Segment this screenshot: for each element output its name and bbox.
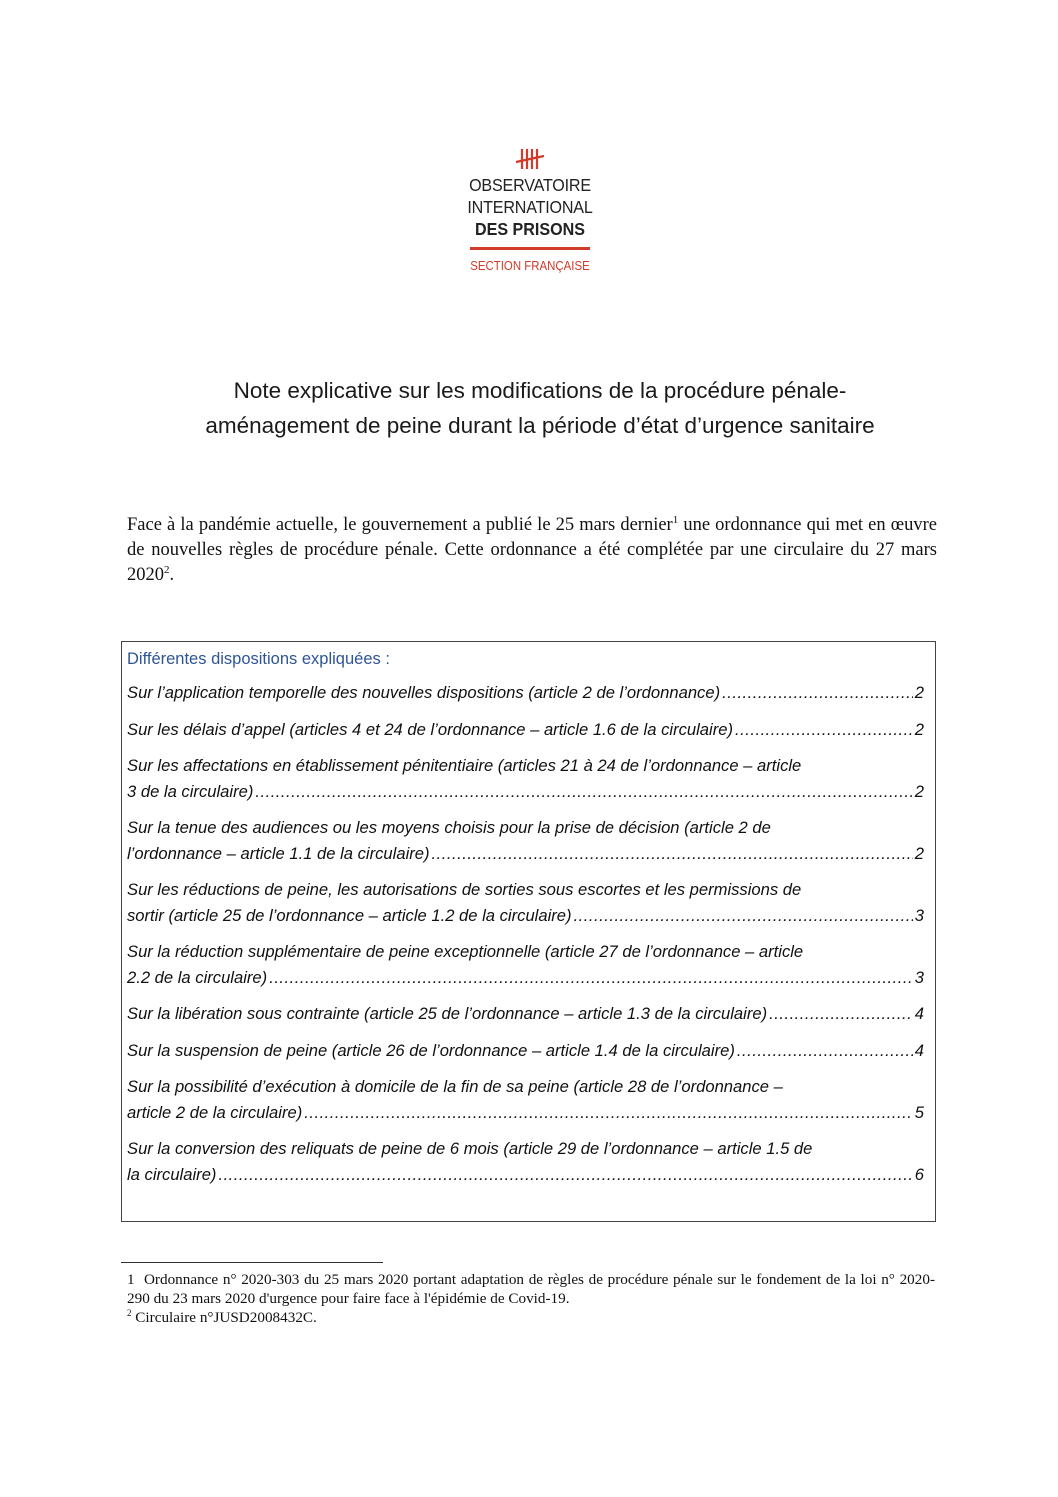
- toc-page-number: 2: [914, 683, 924, 702]
- toc-entry-line: [127, 965, 924, 991]
- toc-entry[interactable]: [127, 1038, 924, 1064]
- toc-entry-line: [127, 841, 924, 867]
- logo-divider: [470, 247, 590, 250]
- footnote-1: [127, 1270, 935, 1308]
- toc-entries: [127, 680, 924, 1187]
- title-line-2: aménagement de peine durant la période d’état d’urgence sanitaire: [205, 413, 875, 438]
- footnote-1-text: Ordonnance n° 2020-303 du 25 mars 2020 portant adaptation de règles de procédure pénale sur le fondement de la loi n° 2020-290 du 23 mars 2020 d'urgence pour faire face à l'épidémie de Covid-19.: [127, 1271, 935, 1307]
- toc-entry-text: Sur la suspension de peine (article 26 de l’ordonnance – article 1.4 de la circulaire): [127, 1040, 735, 1060]
- toc-entry-line: [127, 1162, 924, 1188]
- toc-entry-lead: Sur la possibilité d’exécution à domicile de la fin de sa peine (article 28 de l’ordonnance –: [127, 1077, 783, 1096]
- toc-entry-line: [127, 680, 924, 706]
- toc-page-number: 4: [914, 1040, 924, 1060]
- toc-entry-text: Sur la libération sous contrainte (article 25 de l’ordonnance – article 1.3 de la circulaire): [127, 1004, 768, 1023]
- table-of-contents: [121, 641, 936, 1222]
- toc-dot-leader: [769, 1001, 913, 1027]
- toc-heading: Différentes dispositions expliquées :: [127, 650, 390, 668]
- toc-entry-line: [127, 903, 924, 929]
- footnote-ref-2[interactable]: 2: [164, 563, 170, 576]
- toc-entry-lead: Sur les réductions de peine, les autorisations de sorties sous escortes et les permissions de: [127, 880, 802, 899]
- toc-dot-leader: [574, 903, 913, 929]
- toc-page-number: 5: [914, 1102, 924, 1122]
- toc-entry[interactable]: [127, 1136, 924, 1187]
- toc-page-number: 6: [914, 1164, 924, 1184]
- footnote-2-text: Circulaire n°JUSD2008432C.: [135, 1309, 317, 1326]
- title-line-1: Note explicative sur les modifications de la procédure pénale-: [233, 378, 847, 403]
- intro-part-1: Face à la pandémie actuelle, le gouvernement a publié le 25 mars dernier: [127, 514, 673, 535]
- logo-line-2: DES PRISONS: [474, 219, 586, 239]
- toc-entry-line: [127, 1038, 924, 1064]
- toc-dot-leader: [218, 1162, 912, 1188]
- intro-part-3: .: [169, 564, 175, 585]
- toc-entry[interactable]: [127, 1074, 924, 1125]
- toc-entry[interactable]: [127, 717, 924, 743]
- toc-dot-leader: [737, 1038, 913, 1064]
- toc-dot-leader: [255, 779, 912, 805]
- footnote-1-number: 1: [127, 1271, 135, 1288]
- toc-entry-lead: Sur la tenue des audiences ou les moyens choisis pour la prise de décision (article 2 de: [127, 818, 771, 837]
- toc-entry[interactable]: [127, 1001, 924, 1027]
- toc-dot-leader: [269, 965, 913, 991]
- toc-page-number: 2: [914, 843, 924, 863]
- toc-entry[interactable]: [127, 753, 924, 804]
- toc-entry[interactable]: [127, 939, 924, 990]
- document-title: [60, 373, 1020, 443]
- toc-entry-line: [127, 1100, 924, 1126]
- footnote-2-number: 2: [127, 1307, 132, 1318]
- toc-dot-leader: [735, 717, 913, 743]
- toc-entry[interactable]: [127, 680, 924, 706]
- toc-entry-line: [127, 1001, 924, 1027]
- footnote-2: [127, 1308, 935, 1327]
- toc-entry-lead: Sur les affectations en établissement pénitentiaire (articles 21 à 24 de l’ordonnance – article: [127, 756, 802, 775]
- toc-entry-text: Sur les délais d’appel (articles 4 et 24 de l’ordonnance – article 1.6 de la circulaire): [127, 719, 734, 739]
- footnote-separator: [121, 1262, 383, 1263]
- toc-entry-text: Sur l’application temporelle des nouvelles dispositions (article 2 de l’ordonnance): [127, 683, 721, 702]
- footnote-ref-1[interactable]: 1: [672, 513, 679, 526]
- intro-paragraph: [127, 513, 937, 588]
- toc-page-number: 3: [914, 967, 924, 987]
- toc-entry[interactable]: [127, 815, 924, 866]
- toc-entry-text: 3 de la circulaire): [127, 781, 254, 801]
- toc-entry-text: article 2 de la circulaire): [127, 1102, 303, 1122]
- toc-entry-text: sortir (article 25 de l’ordonnance – article 1.2 de la circulaire): [127, 905, 572, 925]
- toc-entry-line: [127, 717, 924, 743]
- logo-line-1: OBSERVATOIRE INTERNATIONAL: [467, 175, 593, 217]
- toc-page-number: 2: [914, 719, 924, 739]
- oip-logo: [405, 148, 655, 274]
- toc-entry-text: l’ordonnance – article 1.1 de la circulaire): [127, 843, 430, 863]
- toc-entry-line: [127, 779, 924, 805]
- toc-entry[interactable]: [127, 877, 924, 928]
- toc-dot-leader: [432, 841, 913, 867]
- toc-entry-text: la circulaire): [127, 1164, 217, 1184]
- toc-page-number: 4: [914, 1004, 924, 1023]
- toc-page-number: 3: [914, 905, 924, 925]
- toc-dot-leader: [722, 680, 913, 706]
- toc-entry-lead: Sur la conversion des reliquats de peine de 6 mois (article 29 de l’ordonnance – article 1.5 de: [127, 1139, 813, 1158]
- toc-entry-lead: Sur la réduction supplémentaire de peine exceptionnelle (article 27 de l’ordonnance – article: [127, 942, 804, 961]
- toc-page-number: 2: [914, 781, 924, 801]
- logo-line-3: SECTION FRANÇAISE: [470, 258, 590, 273]
- intro-part-2: une ordonnance qui met en œuvre de nouvelles règles de procédure pénale. Cette ordonnance a été complétée par une circulaire du 27 mars 2020: [127, 514, 937, 585]
- toc-entry-text: 2.2 de la circulaire): [127, 967, 268, 987]
- footnotes: [127, 1270, 935, 1327]
- toc-dot-leader: [304, 1100, 913, 1126]
- tally-marks-icon: [515, 148, 545, 170]
